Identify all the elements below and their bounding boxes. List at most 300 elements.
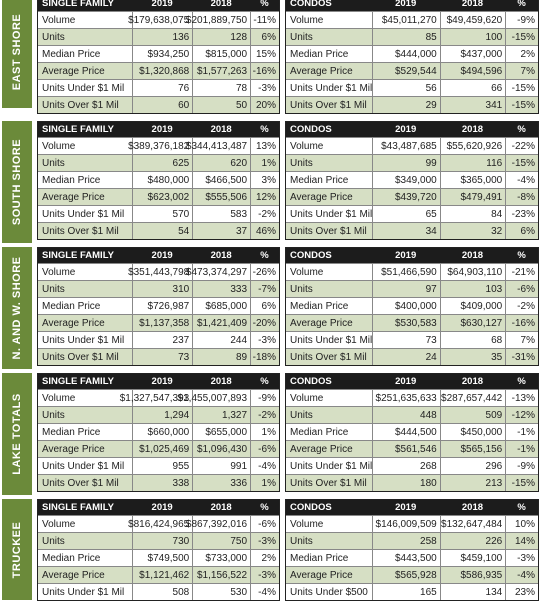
percent-change: 6% bbox=[505, 223, 538, 239]
value-2019: $51,466,590 bbox=[372, 264, 440, 280]
value-2018: $365,000 bbox=[440, 172, 506, 188]
value-2018: 68 bbox=[440, 332, 506, 348]
row-label: Average Price bbox=[42, 569, 105, 581]
row-label: Units Over $1 Mil bbox=[42, 477, 119, 489]
value-2019: $444,000 bbox=[372, 46, 440, 62]
table-header bbox=[286, 500, 538, 515]
table-row bbox=[38, 154, 279, 171]
condos-table bbox=[285, 247, 539, 366]
percent-change: 1% bbox=[250, 424, 279, 440]
percent-change: -3% bbox=[250, 332, 279, 348]
region-section bbox=[0, 499, 541, 605]
table-row bbox=[286, 474, 538, 491]
value-2018: $49,459,620 bbox=[440, 12, 506, 28]
percent-change: -4% bbox=[250, 458, 279, 474]
value-2018: $459,100 bbox=[440, 550, 506, 566]
row-label: Average Price bbox=[42, 191, 105, 203]
value-2018: $1,455,007,893 bbox=[192, 390, 250, 406]
percent-header: % bbox=[517, 502, 526, 513]
region-section bbox=[0, 247, 541, 365]
table-header bbox=[286, 248, 538, 263]
value-2019: $1,320,868 bbox=[132, 63, 192, 79]
table-row bbox=[38, 331, 279, 348]
percent-change: 46% bbox=[250, 223, 279, 239]
table-row bbox=[38, 11, 279, 28]
value-2018: 128 bbox=[192, 29, 250, 45]
row-label: Units Under $500 bbox=[290, 586, 368, 598]
value-2019: 76 bbox=[132, 80, 192, 96]
region-side-banner bbox=[2, 373, 32, 495]
table-row bbox=[38, 188, 279, 205]
table-row bbox=[286, 549, 538, 566]
row-label: Units bbox=[42, 409, 65, 421]
table-row bbox=[286, 154, 538, 171]
percent-header: % bbox=[260, 0, 269, 9]
row-label: Median Price bbox=[42, 426, 101, 438]
row-label: Units bbox=[290, 535, 313, 547]
value-2018: 89 bbox=[192, 349, 250, 365]
table-row bbox=[38, 280, 279, 297]
region-name: LAKE TOTALS bbox=[11, 393, 23, 475]
percent-header: % bbox=[517, 376, 526, 387]
value-2019: $439,720 bbox=[372, 189, 440, 205]
table-row bbox=[38, 45, 279, 62]
year-2018-header: 2018 bbox=[461, 250, 484, 261]
value-2018: $344,413,487 bbox=[192, 138, 250, 154]
percent-change: -7% bbox=[250, 281, 279, 297]
table-row bbox=[38, 96, 279, 113]
row-label: Units Over $1 Mil bbox=[290, 351, 367, 363]
category-header: CONDOS bbox=[290, 502, 332, 513]
value-2019: $530,583 bbox=[372, 315, 440, 331]
year-2018-header: 2018 bbox=[210, 502, 232, 513]
table-row bbox=[38, 137, 279, 154]
value-2018: $630,127 bbox=[440, 315, 506, 331]
table-row bbox=[286, 297, 538, 314]
percent-change: -2% bbox=[505, 298, 538, 314]
percent-change: -4% bbox=[505, 172, 538, 188]
row-label: Median Price bbox=[290, 48, 349, 60]
percent-change: 13% bbox=[250, 138, 279, 154]
value-2018: 509 bbox=[440, 407, 506, 423]
region-name: EAST SHORE bbox=[11, 13, 23, 90]
value-2018: 116 bbox=[440, 155, 506, 171]
table-row bbox=[38, 549, 279, 566]
row-label: Median Price bbox=[290, 426, 349, 438]
percent-header: % bbox=[260, 502, 269, 513]
value-2018: 1,327 bbox=[192, 407, 250, 423]
percent-change: 14% bbox=[505, 533, 538, 549]
value-2019: $389,376,182 bbox=[132, 138, 192, 154]
percent-header: % bbox=[517, 0, 526, 9]
row-label: Units Under $1 Mil bbox=[42, 460, 125, 472]
percent-change: 1% bbox=[250, 155, 279, 171]
table-row bbox=[286, 62, 538, 79]
table-row bbox=[38, 297, 279, 314]
region-name: TRUCKEE bbox=[11, 521, 23, 578]
value-2018: $132,647,484 bbox=[440, 516, 506, 532]
category-header: CONDOS bbox=[290, 124, 332, 135]
value-2019: 34 bbox=[372, 223, 440, 239]
row-label: Units Under $1 Mil bbox=[290, 334, 373, 346]
table-row bbox=[286, 440, 538, 457]
value-2019: 29 bbox=[372, 97, 440, 113]
percent-change: -12% bbox=[505, 407, 538, 423]
row-label: Units bbox=[42, 283, 65, 295]
value-2019: $444,500 bbox=[372, 424, 440, 440]
percent-change: -3% bbox=[505, 550, 538, 566]
row-label: Median Price bbox=[290, 174, 349, 186]
year-2019-header: 2019 bbox=[395, 0, 417, 9]
value-2018: $479,491 bbox=[440, 189, 506, 205]
percent-change: -2% bbox=[250, 407, 279, 423]
region-side-banner bbox=[2, 247, 32, 369]
year-2018-header: 2018 bbox=[210, 376, 232, 387]
year-2018-header: 2018 bbox=[461, 124, 484, 135]
value-2019: $480,000 bbox=[132, 172, 192, 188]
value-2019: $351,443,798 bbox=[132, 264, 192, 280]
row-label: Volume bbox=[290, 14, 324, 26]
percent-change: 3% bbox=[250, 172, 279, 188]
value-2019: $565,928 bbox=[372, 567, 440, 583]
value-2018: 296 bbox=[440, 458, 506, 474]
row-label: Units Under $1 Mil bbox=[290, 82, 373, 94]
table-row bbox=[286, 205, 538, 222]
value-2019: $43,487,685 bbox=[372, 138, 440, 154]
percent-change: 7% bbox=[505, 63, 538, 79]
percent-header: % bbox=[260, 124, 269, 135]
row-label: Units bbox=[42, 535, 65, 547]
table-row bbox=[38, 515, 279, 532]
percent-change: -4% bbox=[250, 584, 279, 600]
value-2018: 530 bbox=[192, 584, 250, 600]
percent-change: -26% bbox=[250, 264, 279, 280]
percent-change: -22% bbox=[505, 138, 538, 154]
value-2018: 103 bbox=[440, 281, 506, 297]
value-2018: 341 bbox=[440, 97, 506, 113]
row-label: Units Under $1 Mil bbox=[42, 82, 125, 94]
value-2019: $816,424,965 bbox=[132, 516, 192, 532]
row-label: Units bbox=[290, 409, 313, 421]
value-2019: 625 bbox=[132, 155, 192, 171]
table-row bbox=[286, 28, 538, 45]
table-row bbox=[286, 280, 538, 297]
percent-change: -13% bbox=[505, 390, 538, 406]
row-label: Average Price bbox=[42, 65, 105, 77]
value-2018: $565,156 bbox=[440, 441, 506, 457]
year-2019-header: 2019 bbox=[151, 124, 173, 135]
table-header bbox=[286, 0, 538, 11]
value-2018: 750 bbox=[192, 533, 250, 549]
table-row bbox=[38, 566, 279, 583]
percent-change: 12% bbox=[250, 189, 279, 205]
value-2018: 32 bbox=[440, 223, 506, 239]
value-2019: $45,011,270 bbox=[372, 12, 440, 28]
value-2019: 99 bbox=[372, 155, 440, 171]
value-2019: 730 bbox=[132, 533, 192, 549]
value-2018: 100 bbox=[440, 29, 506, 45]
row-label: Units Over $1 Mil bbox=[290, 99, 367, 111]
table-header bbox=[286, 374, 538, 389]
table-row bbox=[286, 515, 538, 532]
table-row bbox=[286, 222, 538, 239]
value-2018: $287,657,442 bbox=[440, 390, 506, 406]
row-label: Median Price bbox=[42, 300, 101, 312]
row-label: Units Under $1 Mil bbox=[290, 460, 373, 472]
percent-change: -8% bbox=[505, 189, 538, 205]
value-2018: 336 bbox=[192, 475, 250, 491]
value-2018: 620 bbox=[192, 155, 250, 171]
table-row bbox=[38, 474, 279, 491]
value-2018: $55,620,926 bbox=[440, 138, 506, 154]
region-side-banner bbox=[2, 0, 32, 108]
table-row bbox=[38, 457, 279, 474]
table-row bbox=[286, 457, 538, 474]
value-2018: $1,421,409 bbox=[192, 315, 250, 331]
table-row bbox=[286, 188, 538, 205]
percent-change: 6% bbox=[250, 29, 279, 45]
table-header bbox=[38, 122, 279, 137]
table-header bbox=[38, 500, 279, 515]
value-2019: $443,500 bbox=[372, 550, 440, 566]
table-header bbox=[286, 122, 538, 137]
row-label: Units Over $1 Mil bbox=[42, 225, 119, 237]
year-2018-header: 2018 bbox=[210, 0, 232, 9]
percent-change: -11% bbox=[250, 12, 279, 28]
value-2018: 583 bbox=[192, 206, 250, 222]
table-row bbox=[38, 532, 279, 549]
row-label: Units bbox=[290, 157, 313, 169]
value-2019: $146,009,509 bbox=[372, 516, 440, 532]
percent-change: 7% bbox=[505, 332, 538, 348]
value-2019: $349,000 bbox=[372, 172, 440, 188]
percent-change: -15% bbox=[505, 29, 538, 45]
table-row bbox=[38, 263, 279, 280]
region-name: SOUTH SHORE bbox=[11, 138, 23, 226]
value-2018: $555,506 bbox=[192, 189, 250, 205]
value-2019: 165 bbox=[372, 584, 440, 600]
table-row bbox=[286, 583, 538, 600]
row-label: Volume bbox=[42, 392, 76, 404]
row-label: Volume bbox=[290, 266, 324, 278]
row-label: Average Price bbox=[42, 443, 105, 455]
value-2019: 180 bbox=[372, 475, 440, 491]
condos-table bbox=[285, 373, 539, 492]
percent-change: 2% bbox=[250, 550, 279, 566]
table-row bbox=[286, 389, 538, 406]
value-2018: $494,596 bbox=[440, 63, 506, 79]
category-header: SINGLE FAMILY bbox=[42, 376, 114, 387]
year-2018-header: 2018 bbox=[210, 250, 232, 261]
value-2018: 213 bbox=[440, 475, 506, 491]
table-header bbox=[38, 248, 279, 263]
condos-table bbox=[285, 0, 539, 114]
percent-change: -6% bbox=[250, 516, 279, 532]
table-header bbox=[38, 0, 279, 11]
year-2018-header: 2018 bbox=[461, 0, 484, 9]
table-row bbox=[286, 331, 538, 348]
value-2019: $561,546 bbox=[372, 441, 440, 457]
value-2019: 24 bbox=[372, 349, 440, 365]
value-2018: 244 bbox=[192, 332, 250, 348]
row-label: Units bbox=[42, 157, 65, 169]
table-row bbox=[38, 314, 279, 331]
percent-change: 6% bbox=[250, 298, 279, 314]
value-2019: $1,025,469 bbox=[132, 441, 192, 457]
value-2019: 73 bbox=[132, 349, 192, 365]
value-2018: 66 bbox=[440, 80, 506, 96]
percent-change: 10% bbox=[505, 516, 538, 532]
value-2018: $733,000 bbox=[192, 550, 250, 566]
row-label: Volume bbox=[42, 14, 76, 26]
table-row bbox=[38, 171, 279, 188]
value-2019: $1,137,358 bbox=[132, 315, 192, 331]
condos-table bbox=[285, 499, 539, 601]
value-2019: 237 bbox=[132, 332, 192, 348]
percent-header: % bbox=[517, 124, 526, 135]
value-2018: $685,000 bbox=[192, 298, 250, 314]
value-2019: 268 bbox=[372, 458, 440, 474]
percent-change: -15% bbox=[505, 475, 538, 491]
single-family-table bbox=[37, 121, 280, 240]
table-row bbox=[286, 45, 538, 62]
value-2019: 508 bbox=[132, 584, 192, 600]
percent-change: -2% bbox=[250, 206, 279, 222]
table-row bbox=[286, 137, 538, 154]
percent-header: % bbox=[260, 376, 269, 387]
year-2019-header: 2019 bbox=[151, 376, 173, 387]
table-row bbox=[38, 62, 279, 79]
year-2019-header: 2019 bbox=[395, 250, 417, 261]
percent-change: -6% bbox=[505, 281, 538, 297]
table-row bbox=[38, 406, 279, 423]
row-label: Units Over $1 Mil bbox=[42, 99, 119, 111]
category-header: SINGLE FAMILY bbox=[42, 0, 114, 9]
percent-change: 20% bbox=[250, 97, 279, 113]
value-2019: $529,544 bbox=[372, 63, 440, 79]
region-section bbox=[0, 373, 541, 491]
percent-change: -1% bbox=[505, 424, 538, 440]
condos-table bbox=[285, 121, 539, 240]
value-2019: $934,250 bbox=[132, 46, 192, 62]
value-2019: 570 bbox=[132, 206, 192, 222]
table-row bbox=[286, 79, 538, 96]
value-2018: $655,000 bbox=[192, 424, 250, 440]
table-row bbox=[286, 171, 538, 188]
value-2018: $201,889,750 bbox=[192, 12, 250, 28]
table-row bbox=[286, 11, 538, 28]
percent-change: -31% bbox=[505, 349, 538, 365]
value-2019: 136 bbox=[132, 29, 192, 45]
single-family-table bbox=[37, 373, 280, 492]
value-2018: 226 bbox=[440, 533, 506, 549]
percent-change: 2% bbox=[505, 46, 538, 62]
single-family-table bbox=[37, 247, 280, 366]
category-header: CONDOS bbox=[290, 250, 332, 261]
value-2018: 991 bbox=[192, 458, 250, 474]
value-2019: $400,000 bbox=[372, 298, 440, 314]
year-2018-header: 2018 bbox=[210, 124, 232, 135]
value-2019: 54 bbox=[132, 223, 192, 239]
value-2019: 448 bbox=[372, 407, 440, 423]
row-label: Median Price bbox=[42, 552, 101, 564]
year-2019-header: 2019 bbox=[151, 502, 173, 513]
table-row bbox=[38, 389, 279, 406]
value-2018: $815,000 bbox=[192, 46, 250, 62]
row-label: Units Over $1 Mil bbox=[290, 477, 367, 489]
percent-change: -21% bbox=[505, 264, 538, 280]
year-2019-header: 2019 bbox=[395, 124, 417, 135]
value-2018: 35 bbox=[440, 349, 506, 365]
region-side-banner bbox=[2, 121, 32, 243]
percent-header: % bbox=[260, 250, 269, 261]
row-label: Average Price bbox=[290, 317, 353, 329]
value-2019: 955 bbox=[132, 458, 192, 474]
table-row bbox=[38, 79, 279, 96]
row-label: Median Price bbox=[42, 48, 101, 60]
single-family-table bbox=[37, 0, 280, 114]
year-2018-header: 2018 bbox=[461, 376, 484, 387]
row-label: Median Price bbox=[42, 174, 101, 186]
value-2019: $1,327,547,393 bbox=[132, 390, 192, 406]
category-header: SINGLE FAMILY bbox=[42, 124, 114, 135]
row-label: Units Over $1 Mil bbox=[42, 351, 119, 363]
table-row bbox=[38, 28, 279, 45]
value-2019: $749,500 bbox=[132, 550, 192, 566]
value-2019: $179,638,075 bbox=[132, 12, 192, 28]
category-header: SINGLE FAMILY bbox=[42, 250, 114, 261]
row-label: Units Over $1 Mil bbox=[290, 225, 367, 237]
value-2018: $586,935 bbox=[440, 567, 506, 583]
value-2019: 258 bbox=[372, 533, 440, 549]
value-2018: 333 bbox=[192, 281, 250, 297]
value-2019: 65 bbox=[372, 206, 440, 222]
table-row bbox=[286, 348, 538, 365]
value-2019: $1,121,462 bbox=[132, 567, 192, 583]
table-row bbox=[286, 532, 538, 549]
table-row bbox=[38, 222, 279, 239]
table-row bbox=[286, 423, 538, 440]
region-side-banner bbox=[2, 499, 32, 600]
row-label: Units Under $1 Mil bbox=[42, 208, 125, 220]
percent-change: -9% bbox=[505, 458, 538, 474]
value-2018: 50 bbox=[192, 97, 250, 113]
category-header: CONDOS bbox=[290, 0, 332, 9]
table-row bbox=[38, 440, 279, 457]
value-2019: 1,294 bbox=[132, 407, 192, 423]
percent-change: 23% bbox=[505, 584, 538, 600]
percent-change: 15% bbox=[250, 46, 279, 62]
row-label: Volume bbox=[290, 140, 324, 152]
percent-change: -4% bbox=[505, 567, 538, 583]
percent-header: % bbox=[517, 250, 526, 261]
value-2018: 37 bbox=[192, 223, 250, 239]
value-2018: $466,500 bbox=[192, 172, 250, 188]
value-2019: 73 bbox=[372, 332, 440, 348]
value-2019: 85 bbox=[372, 29, 440, 45]
percent-change: -15% bbox=[505, 80, 538, 96]
percent-change: -16% bbox=[505, 315, 538, 331]
value-2018: $1,577,263 bbox=[192, 63, 250, 79]
percent-change: -9% bbox=[505, 12, 538, 28]
value-2018: 78 bbox=[192, 80, 250, 96]
table-header bbox=[38, 374, 279, 389]
row-label: Units Under $1 Mil bbox=[42, 334, 125, 346]
value-2018: $437,000 bbox=[440, 46, 506, 62]
row-label: Average Price bbox=[290, 443, 353, 455]
row-label: Units bbox=[290, 31, 313, 43]
row-label: Volume bbox=[42, 266, 76, 278]
